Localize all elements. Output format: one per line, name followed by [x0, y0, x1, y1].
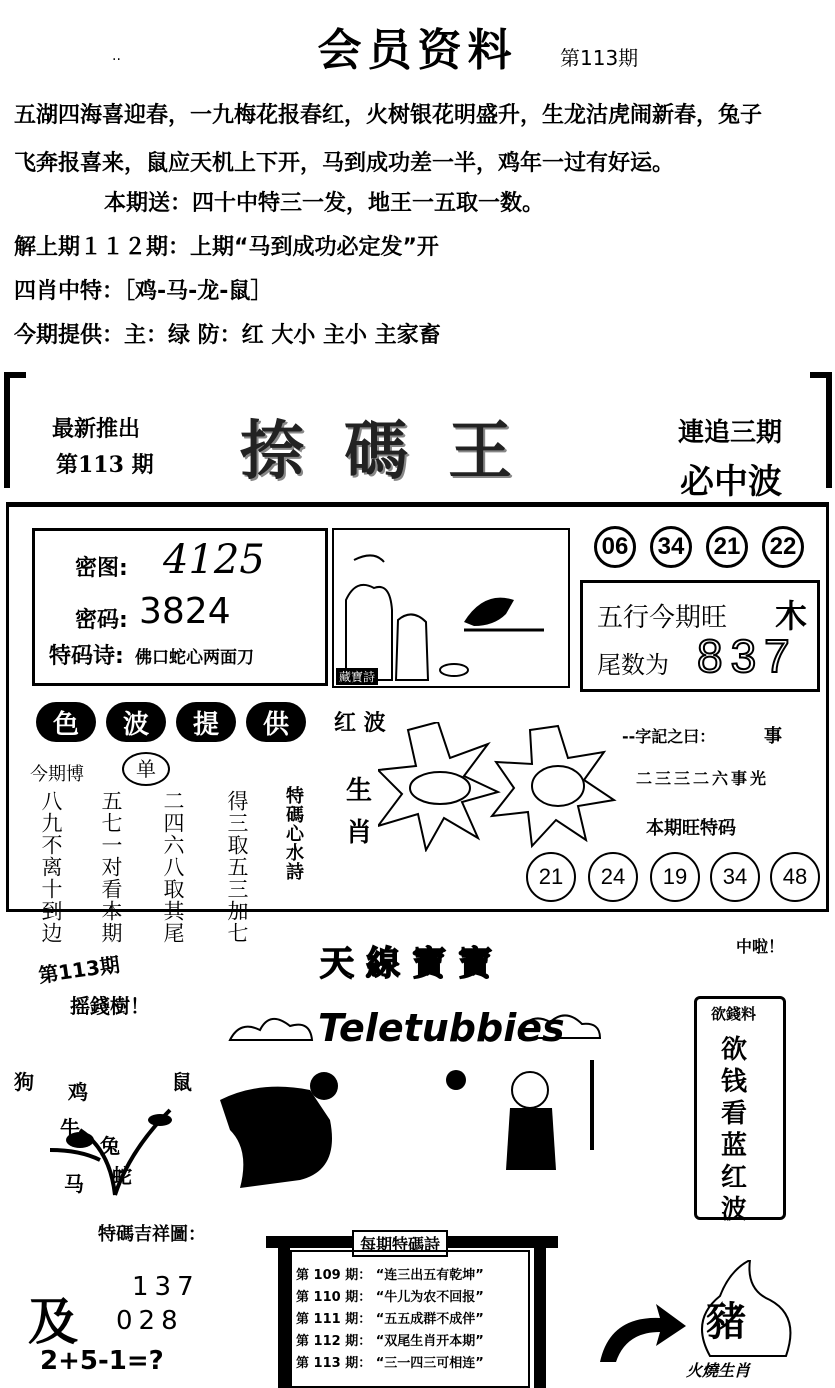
scroll-heading: 欲錢料	[711, 1005, 757, 1023]
mitu-label: 密图:	[75, 556, 128, 581]
number-ball: 06	[594, 526, 636, 568]
lucky-chart-label: 特碼吉祥圖：	[98, 1224, 206, 1245]
poem-gate-left	[278, 1248, 290, 1388]
pig-character: 豬	[706, 1298, 746, 1345]
today-line: 今期提供：主：绿 防：红 大小 主小 主家畜	[14, 323, 441, 348]
poem-row: 第 109 期： “连三出五有乾坤”	[296, 1268, 484, 1283]
banner-must-win: 必中波	[680, 462, 782, 502]
tail-value: 837	[697, 630, 798, 682]
teletubbies-logo: Teletubbies	[318, 1006, 565, 1050]
red-wave-label: 红 波	[334, 711, 386, 736]
lower-issue: 第113期	[36, 952, 122, 988]
treasure-image	[332, 528, 570, 688]
number-ball: 22	[762, 526, 804, 568]
poem-row: 第 110 期： “牛儿为农不回报”	[296, 1290, 484, 1305]
intro-text	[14, 92, 824, 188]
poem-label: 特码诗:	[49, 644, 124, 669]
four-zodiac-line: 四肖中特：［鸡-马-龙-鼠］	[14, 279, 273, 304]
animal-horse: 马	[64, 1172, 84, 1196]
wuxing-box	[580, 580, 820, 692]
last-issue-line: 解上期１１２期：上期“马到成功必定发”开	[14, 235, 439, 260]
cliff-bird-illustration	[334, 530, 568, 686]
poem-row: 第 113 期： “三一四三可相连”	[296, 1356, 484, 1371]
animal-ox: 牛	[60, 1116, 80, 1140]
bo-value: 单	[122, 752, 170, 786]
poem-column: 得三取五三加七	[225, 790, 249, 944]
poem-column: 五七一对看本期	[99, 790, 123, 944]
dots: ..	[112, 48, 121, 64]
hot-number: 19	[650, 852, 700, 902]
money-tree-label: 摇錢樹！	[70, 994, 150, 1018]
animal-dog: 狗	[14, 1070, 34, 1094]
hot-number: 48	[770, 852, 820, 902]
riddle-numbers: 二三三二六事光	[636, 769, 770, 788]
banner-bracket-left	[4, 372, 26, 488]
vertical-heading: 特碼心水詩	[283, 786, 304, 881]
scroll-char: 欲	[721, 1035, 748, 1065]
animal-snake: 蛇	[112, 1164, 132, 1188]
hot-number: 24	[588, 852, 638, 902]
pill-provide-1: 提	[176, 702, 236, 742]
mima-value: 3824	[139, 591, 231, 632]
pill-provide-2: 供	[246, 702, 306, 742]
lucky-row-2: 028	[116, 1306, 184, 1336]
banner-bracket-right	[810, 372, 832, 488]
gift-line: 本期送：四十中特三一发，地王一五取一数。	[104, 191, 545, 216]
tianxian-title: 天線寶寶	[320, 944, 504, 984]
shengxiao-2: 肖	[346, 818, 373, 848]
poem-value: 佛口蛇心两面刀	[135, 648, 254, 668]
pill-wave: 波	[106, 702, 166, 742]
hot-number: 21	[526, 852, 576, 902]
starburst-animals	[378, 722, 618, 852]
shengxiao-1: 生	[346, 776, 373, 806]
animal-rabbit: 兔	[100, 1134, 120, 1158]
intro-line-2: 飞奔报喜来，鼠应天机上下开，马到成功差一半，鸡年一过有好运。	[14, 151, 675, 176]
secret-box	[32, 528, 328, 686]
intro-line-1: 五湖四海喜迎春，一九梅花报春红，火树银花明盛升，生龙沽虎闹新春，兔子	[14, 103, 763, 128]
lucky-formula: 2+5-1=?	[40, 1346, 164, 1376]
wealth-scroll	[694, 996, 786, 1225]
number-ball: 34	[650, 526, 692, 568]
fire-zodiac-label: 火燒生肖	[686, 1361, 751, 1380]
banner-issue: 第113 期	[56, 452, 154, 478]
zhongla-label: 中啦！	[736, 937, 785, 956]
animal-rooster: 鸡	[68, 1080, 88, 1104]
lucky-row-1: 137	[132, 1272, 200, 1302]
scroll-char: 看	[721, 1099, 748, 1129]
riddle-answer: 事	[764, 726, 782, 747]
poem-gate-title: 每期特碼詩	[352, 1230, 448, 1257]
banner-title: 捺碼王	[240, 414, 552, 489]
hot-label: 本期旺特码	[646, 818, 736, 839]
teletubbies-illustration	[220, 1060, 620, 1190]
banner-newest: 最新推出	[52, 416, 141, 442]
bo-label: 今期博	[30, 764, 84, 785]
number-ball: 21	[706, 526, 748, 568]
wuxing-element: 木	[775, 597, 808, 635]
scroll-char: 蓝	[721, 1131, 748, 1161]
cloud-decoration	[220, 990, 620, 1060]
issue-number: 第113期	[560, 46, 639, 70]
treasure-caption: 藏寶詩	[336, 668, 378, 685]
pill-color: 色	[36, 702, 96, 742]
poem-row: 第 112 期： “双尾生肖开本期”	[296, 1334, 484, 1349]
hot-number: 34	[710, 852, 760, 902]
page-title: 会员资料	[317, 25, 518, 76]
poem-list	[290, 1250, 530, 1388]
tail-label: 尾数为	[597, 651, 669, 679]
poem-column: 八九不离十到边	[39, 790, 63, 944]
mima-label: 密码:	[75, 608, 128, 633]
banner-streak: 連追三期	[678, 418, 783, 448]
riddle-title: --字記之曰：	[622, 727, 716, 746]
poem-row: 第 111 期： “五五成群不成伴”	[296, 1312, 484, 1327]
scroll-char: 波	[721, 1195, 748, 1225]
poem-gate-right	[534, 1248, 546, 1388]
animal-rat: 鼠	[172, 1070, 192, 1094]
scroll-char: 红	[721, 1163, 748, 1193]
curved-arrow-icon	[590, 1296, 690, 1366]
wuxing-label: 五行今期旺	[597, 603, 728, 633]
mitu-value: 4125	[163, 537, 265, 583]
ji-character: 及	[28, 1292, 78, 1351]
poem-column: 二四六八取其尾	[161, 790, 185, 944]
scroll-char: 钱	[721, 1067, 748, 1097]
